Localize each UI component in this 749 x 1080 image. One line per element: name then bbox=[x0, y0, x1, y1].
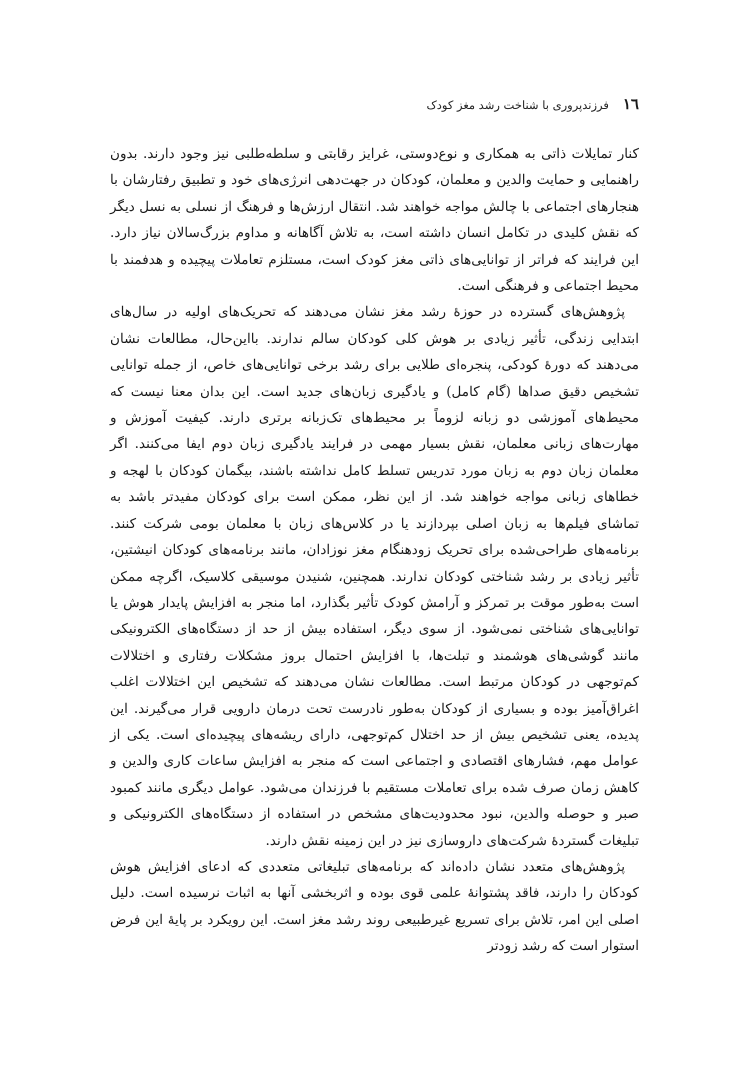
paragraph-2: پژوهش‌های گسترده در حوزۀ رشد مغز نشان می‌دهند که تحریک‌های اولیه در سال‌های ابتدایی زندگی، تأثیر زیادی بر هوش کلی کودکان سالم ندارند. بااین‌حال، مطالعات نشان می‌دهند که دورۀ کودکی، پنجره‌ای طلایی برای رشد برخی توانایی‌های خاص، از جمله توانایی تشخیص دقیق صداها (گام کامل) و یادگیری زبان‌های جدید است. این بدان معنا نیست که محیط‌های آموزشی دو زبانه لزوماً بر محیط‌های تک‌زبانه برتری دارند. کیفیت آموزش و مهارت‌های زبانی معلمان، نقش بسیار مهمی در فرایند یادگیری زبان دوم ایفا می‌کنند. اگر معلمان زبان دوم به زبان مورد تدریس تسلط کامل نداشته باشند، بیگمان کودکان با لهجه و خطاهای زبانی مواجه خواهند شد. از این نظر، ممکن است برای کودکان مفیدتر باشد به تماشای فیلم‌ها به زبان اصلی بپردازند یا در کلاس‌های زبان با معلمان بومی شرکت کنند. برنامه‌های طراحی‌شده برای تحریک زودهنگام مغز نوزادان، مانند برنامه‌های کودکان انیشتین، تأثیر زیادی بر رشد شناختی کودکان ندارند. همچنین، شنیدن موسیقی کلاسیک، اگرچه ممکن است به‌طور موقت بر تمرکز و آرامش کودک تأثیر بگذارد، اما منجر به افزایش پایدار هوش یا توانایی‌های شناختی نمی‌شود. از سوی دیگر، استفاده بیش از حد از دستگاه‌های الکترونیکی مانند گوشی‌های هوشمند و تبلت‌ها، با افزایش احتمال بروز مشکلات رفتاری و اختلالات کم‌توجهی در کودکان مرتبط است. مطالعات نشان می‌دهند که تشخیص این اختلالات اغلب اغراق‌آمیز بوده و بسیاری از کودکان به‌طور نادرست تحت درمان دارویی قرار می‌گیرند. این پدیده، یعنی تشخیص بیش از حد اختلال کم‌توجهی، دارای ریشه‌های پیچیده‌ای است. یکی از عوامل مهم، فشارهای اقتصادی و اجتماعی است که منجر به افزایش ساعات کاری والدین و کاهش زمان صرف شده برای تعاملات مستقیم با فرزندان می‌شود. عوامل دیگری مانند کمبود صبر و حوصله والدین، نبود محدودیت‌های مشخص در استفاده از دستگاه‌های الکترونیکی و تبلیغات گستردۀ شرکت‌های داروسازی نیز در این زمینه نقش دارند. bbox=[110, 304, 639, 849]
running-header bbox=[110, 95, 639, 119]
paragraph-1: کنار تمایلات ذاتی به همکاری و نوع‌دوستی، غرایز رقابتی و سلطه‌طلبی نیز وجود دارند. بدون راهنمایی و حمایت والدین و معلمان، کودکان در جهت‌دهی انرژی‌های خود و تطبیق رفتارشان با هنجارهای اجتماعی با چالش مواجه خواهند شد. انتقال ارزش‌ها و فرهنگ از نسلی به نسل دیگر که نقش کلیدی در تکامل انسان داشته است، به تلاش آگاهانه و مداوم بزرگ‌سالان نیاز دارد. این فرایند که فراتر از توانایی‌های ذاتی مغز کودک است، مستلزم تعاملات پیچیده و هدفمند با محیط اجتماعی و فرهنگی است. bbox=[110, 146, 639, 295]
paragraph-3: پژوهش‌های متعدد نشان داده‌اند که برنامه‌های تبلیغاتی متعددی که ادعای افزایش هوش کودکان را دارند، فاقد پشتوانۀ علمی قوی بوده و اثربخشی آنها به اثبات نرسیده است. دلیل اصلی این امر، تلاش برای تسریع غیرطبیعی روند رشد مغز است. این رویکرد بر پایۀ این فرض استوار است که رشد زودتر bbox=[110, 858, 639, 955]
body-text bbox=[110, 141, 639, 960]
page-number: ١٦ bbox=[622, 95, 639, 113]
book-title: فرزندپروری با شناخت رشد مغز کودک bbox=[426, 98, 609, 112]
